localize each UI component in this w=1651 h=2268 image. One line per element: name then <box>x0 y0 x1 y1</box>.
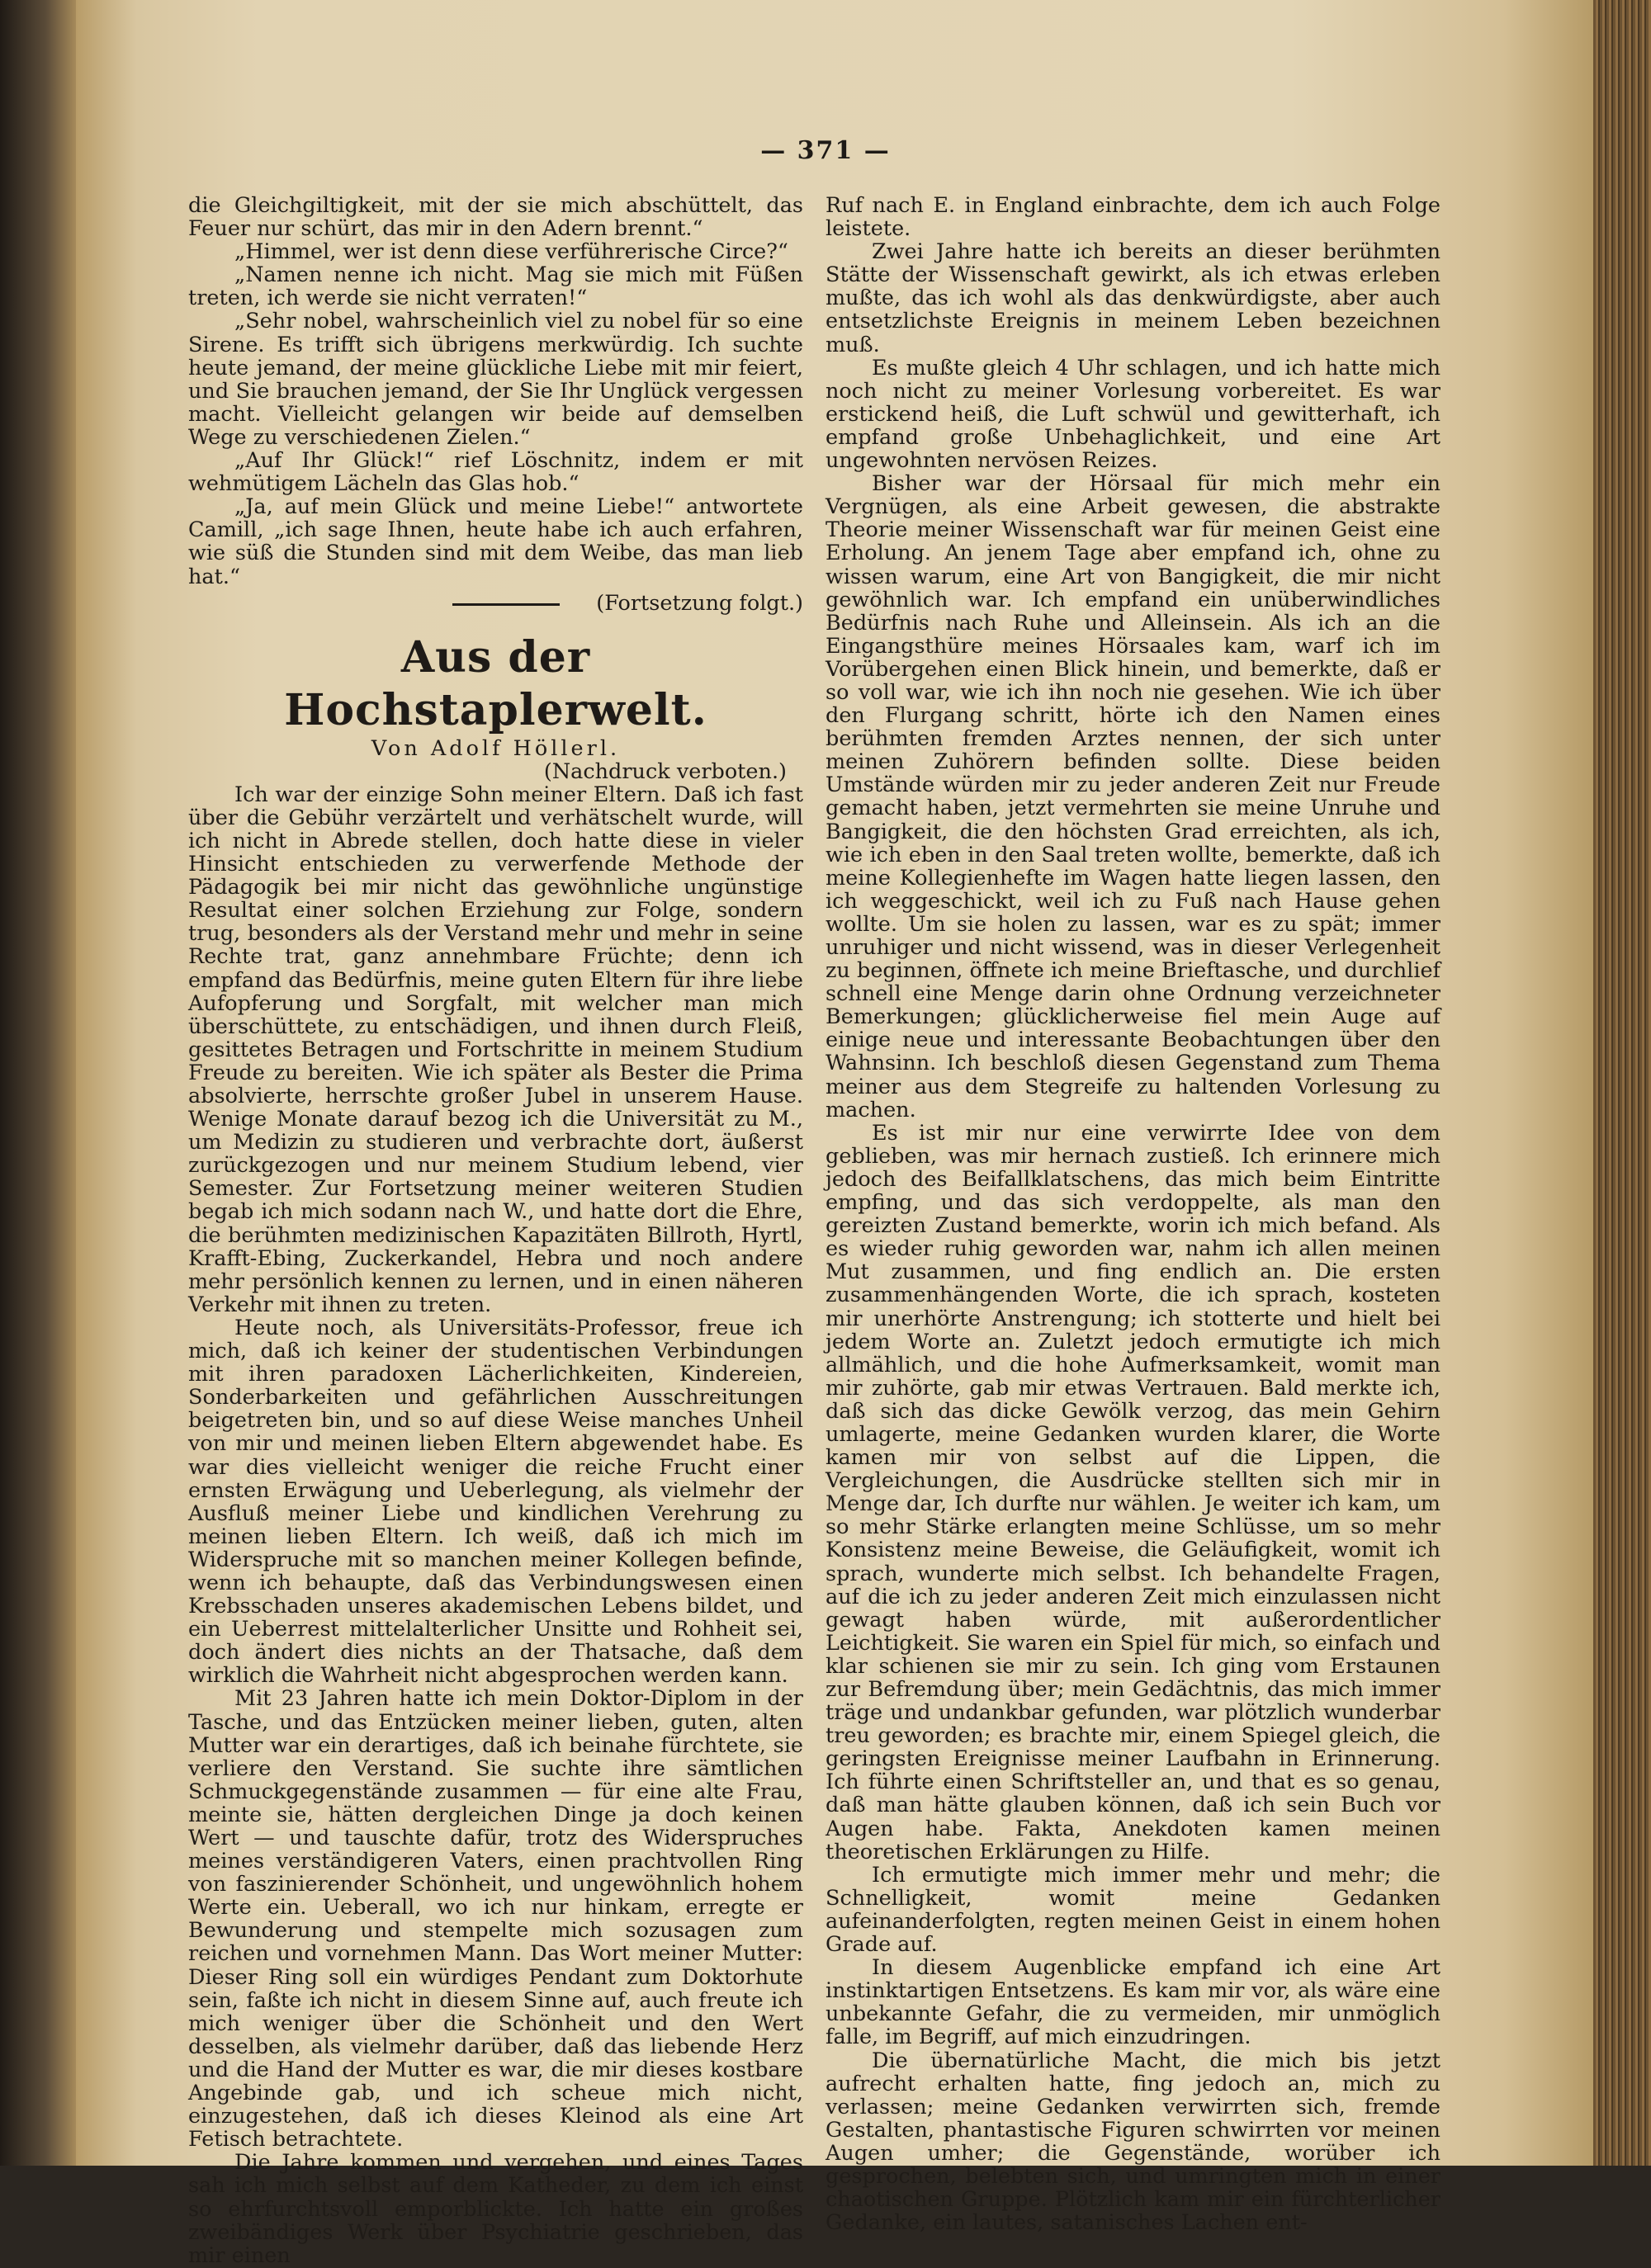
paragraph: Die Jahre kommen und vergehen, und eines Tages sah ich mich selbst auf dem Katheder, zu dem ich einst so ehrfurchtsvoll emporblickte. Ich hatte ein großes zweibändiges Werk über Psychiatrie geschrieben, das mir einen <box>188 2150 803 2268</box>
article-title: Aus der Hochstaplerwelt. <box>284 631 707 735</box>
paragraph: Es ist mir nur eine verwirrte Idee von dem geblieben, was mir hernach zustieß. Ich erinnere mich jedoch des Beifallklatschens, das mich beim Eintritte empfing, und das sich verdoppelte, als man den gereizten Zustand bemerkte, worin ich mich befand. Als es wieder ruhig geworden war, nahm ich allen meinen Mut zusammen, und fing endlich an. Die ersten zusammenhängenden Worte, die ich sprach, kosteten mir unerhörte Anstrengung; ich stotterte und hielt bei jedem Worte an. Zuletzt jedoch ermutigte ich mich allmählich, und die hohe Aufmerksamkeit, womit man mir zuhörte, gab mir etwas Vertrauen. Bald merkte ich, daß sich das dicke Gewölk verzog, das mein Gehirn umlagerte, meine Gedanken wurden klarer, die Worte kamen mir von selbst auf die Lippen, die Vergleichungen, die Ausdrücke stellten sich mir in Menge dar, Ich durfte nur wählen. Je weiter ich kam, um so mehr Stärke erlangten meine Schlüsse, um so mehr Konsistenz meine Beweise, die Geläufigkeit, womit ich sprach, wunderte mich selbst. Ich behandelte Fragen, auf die ich zu jeder anderen Zeit mich einzulassen nicht gewagt haben würde, mit außerordentlicher Leichtigkeit. Sie waren ein Spiel für mich, so einfach und klar schienen sie mir zu sein. Ich ging vom Erstaunen zur Befremdung über; mein Gedächtnis, das mich immer träge und undankbar gefunden, war plötzlich wunderbar treu geworden; es brachte mir, einem Spiegel gleich, die geringsten Ereignisse meiner Laufbahn in Erinnerung. Ich führte einen Schriftsteller an, und that es so genau, daß man hätte glauben können, daß ich sein Buch vor Augen habe. Fakta, Anekdoten kamen meinen theoretischen Erklärungen zu Hilfe. <box>826 1120 1440 1864</box>
book-binding-left <box>0 0 76 2166</box>
reprint-notice: (Nachdruck verboten.) <box>543 758 787 784</box>
paragraph: die Gleichgiltigkeit, mit der sie mich abschüttelt, das Feuer nur schürt, das mir in den Adern brennt.“ <box>188 193 803 242</box>
continuation-note: (Fortsetzung folgt.) <box>596 590 803 616</box>
paragraph: Bisher war der Hörsaal für mich mehr ein Vergnügen, als eine Arbeit gewesen, die abstrakte Theorie meiner Wissenschaft war für meinen Geist eine Erholung. An jenem Tage aber empfand ich, ohne zu wissen warum, eine Art von Bangigkeit, die mir nicht gewöhnlich war. Ich empfand ein unüberwindliches Bedürfnis nach Ruhe und Alleinsein. Als ich an die Eingangsthüre meines Hörsaales kam, warf ich im Vorübergehen einen Blick hinein, und bemerkte, daß er so voll war, wie ich ihn noch nie gesehen. Wie ich über den Flurgang schritt, hörte ich den Namen eines berühmten fremden Arztes nennen, der sich unter meinen Zuhörern befinden sollte. Diese beiden Umstände würden mir zu jeder anderen Zeit nur Freude gemacht haben, jetzt vermehrten sie meine Unruhe und Bangigkeit, die den höchsten Grad erreichten, als ich, wie ich eben in den Saal treten wollte, bemerkte, daß ich meine Kollegienhefte im Wagen hatte liegen lassen, den ich weggeschickt, weil ich zu Fuß nach Hause gehen wollte. Um sie holen zu lassen, war es zu spät; immer unruhiger und nicht wissend, was in dieser Verlegenheit zu beginnen, öffnete ich meine Brieftasche, und durchlief schnell eine Menge darin ohne Ordnung verzeichneter Bemerkungen; glücklicherweise fiel mein Auge auf einige neue und interessante Beobachtungen über den Wahnsinn. Ich beschloß diesen Gegenstand zum Thema meiner aus dem Stegreife zu haltenden Vorlesung zu machen. <box>826 471 1440 1122</box>
left-column <box>188 194 803 2267</box>
section-divider <box>188 588 803 621</box>
paragraph: Ich war der einzige Sohn meiner Eltern. Daß ich fast über die Gebühr verzärtelt und verhätschelt wurde, will ich nicht in Abrede stellen, doch hatte diese in vieler Hinsicht entschieden zu verwerfende Methode der Pädagogik bei mir nicht das gewöhnliche ungünstige Resultat einer solchen Erziehung zur Folge, sondern trug, besonders als der Verstand mehr und mehr in seine Rechte trat, ganz annehmbare Früchte; denn ich empfand das Bedürfnis, meine guten Eltern für ihre liebe Aufopferung und Sorgfalt, mit welcher man mich überschüttete, zu entschädigen, und ihnen durch Fleiß, gesittetes Betragen und Fortschritte in meinem Studium Freude zu bereiten. Wie ich später als Bester die Prima absolvierte, herrschte großer Jubel in unserem Hause. Wenige Monate darauf bezog ich die Universität zu M., um Medizin zu studieren und verbrachte dort, äußerst zurückgezogen und nur meinem Studium lebend, vier Semester. Zur Fortsetzung meiner weiteren Studien begab ich mich sodann nach W., und hatte dort die Ehre, die berühmten medizinischen Kapazitäten Billroth, Hyrtl, Krafft-Ebing, Zuckerkandel, Hebra und noch andere mehr persönlich kennen zu lernen, und in einen näheren Verkehr mit ihnen zu treten. <box>188 782 803 1317</box>
paragraph: Heute noch, als Universitäts-Professor, freue ich mich, daß ich keiner der studentischen Verbindungen mit ihren paradoxen Lächerlichkeiten, Kindereien, Sonderbarkeiten und gefährlichen Ausschreitungen beigetreten bin, und so auf diese Weise manches Unheil von mir und meinen lieben Eltern abgewendet habe. Es war dies vielleicht weniger die reiche Frucht einer ernsten Erwägung und Ueberlegung, als vielmehr der Ausfluß meiner Liebe und kindlichen Verehrung zu meinen lieben Eltern. Ich weiß, daß ich mich im Widerspruche mit so manchen meiner Kollegen befinde, wenn ich behaupte, daß das Verbindungswesen einen Krebsschaden unseres akademischen Lebens bildet, und ein Ueberrest mittelalterlicher Unsitte und Rohheit sei, doch ändert dies nichts an der Thatsache, daß dem wirklich die Wahrheit nicht abgesprochen werden kann. <box>188 1315 803 1689</box>
paragraph: Ruf nach E. in England einbrachte, dem ich auch Folge leistete. <box>826 193 1440 242</box>
paragraph: „Auf Ihr Glück!“ rief Löschnitz, indem er mit wehmütigem Lächeln das Glas hob.“ <box>188 448 803 497</box>
paragraph: „Ja, auf mein Glück und meine Liebe!“ antwortete Camill, „ich sage Ihnen, heute habe ich auch erfahren, wie süß die Stunden sind mit dem Weibe, das man lieb hat.“ <box>188 494 803 589</box>
paragraph: Zwei Jahre hatte ich bereits an dieser berühmten Stätte der Wissenschaft gewirkt, als ich etwas erleben mußte, das ich wohl als das denkwürdigste, aber auch entsetzlichste Ereignis in meinem Leben bezeichnen muß. <box>826 239 1440 357</box>
paragraph: Ich ermutigte mich immer mehr und mehr; die Schnelligkeit, womit meine Gedanken aufeinanderfolgten, regten meinen Geist in einem hohen Grade auf. <box>826 1862 1440 1958</box>
divider-line <box>452 603 560 606</box>
right-column <box>826 194 1440 2234</box>
byline: Von Adolf Höllerl. <box>371 735 621 761</box>
book-page-edges <box>1593 0 1651 2166</box>
paragraph: Die übernatürliche Macht, die mich bis jetzt aufrecht erhalten hatte, fing jedoch an, mich zu verlassen; meine Gedanken verwirrten sich, fremde Gestalten, phantastische Figuren schwirrten vor meinen Augen umher; die Gegenstände, worüber ich gesprochen, belebten sich, und umringten mich in einer chaotischen Gruppe. Plötzlich kam mir ein fürchterlicher Gedanke, ein lautes, satanisches Lachen ent- <box>826 2048 1440 2236</box>
paragraph: Mit 23 Jahren hatte ich mein Doktor-Diplom in der Tasche, und das Entzücken meiner lieben, guten, alten Mutter war ein derartiges, daß ich beinahe fürchtete, sie verliere den Verstand. Sie suchte ihre sämtlichen Schmuckgegenstände zusammen — für eine alte Frau, meinte sie, hätten dergleichen Dinge ja doch keinen Wert — und tauschte dafür, trotz des Widerspruches meines verständigeren Vaters, einen prachtvollen Ring von faszinierender Schönheit, und ungewöhnlich hohem Werte ein. Ueberall, wo ich nur hinkam, erregte er Bewunderung und stempelte mich sozusagen zum reichen und vornehmen Mann. Das Wort meiner Mutter: Dieser Ring soll ein würdiges Pendant zum Doktorhute sein, faßte ich nicht in diesem Sinne auf, auch freute ich mich weniger über die Schönheit und den Wert desselben, als vielmehr darüber, daß das liebende Herz und die Hand der Mutter es war, die mir dieses kostbare Angebinde gab, und ich scheue mich nicht, einzugestehen, daß ich dieses Kleinod als eine Art Fetisch betrachtete. <box>188 1686 803 2152</box>
paragraph: „Sehr nobel, wahrscheinlich viel zu nobel für so eine Sirene. Es trifft sich übrigens merkwürdig. Ich suchte heute jemand, der meine glückliche Liebe mit mir feiert, und Sie brauchen jemand, der Sie Ihr Unglück vergessen macht. Vielleicht gelangen wir beide auf demselben Wege zu verschiedenen Zielen.“ <box>188 309 803 450</box>
paragraph: In diesem Augenblicke empfand ich eine Art instinktartigen Entsetzens. Es kam mir vor, als wäre eine unbekannte Gefahr, die zu vermeiden, mir unmöglich falle, im Begriff, auf mich einzudringen. <box>826 1955 1440 2050</box>
paragraph: Es mußte gleich 4 Uhr schlagen, und ich hatte mich noch nicht zu meiner Vorlesung vorbereitet. Es war erstickend heiß, die Luft schwül und gewitterhaft, ich empfand große Unbehaglichkeit, und eine Art ungewohnten nervösen Reizes. <box>826 355 1440 474</box>
paragraph: „Namen nenne ich nicht. Mag sie mich mit Füßen treten, ich werde sie nicht verraten!“ <box>188 262 803 311</box>
paragraph: „Himmel, wer ist denn diese verführerische Circe?“ <box>234 239 788 265</box>
page-number: — 371 — <box>760 136 891 165</box>
